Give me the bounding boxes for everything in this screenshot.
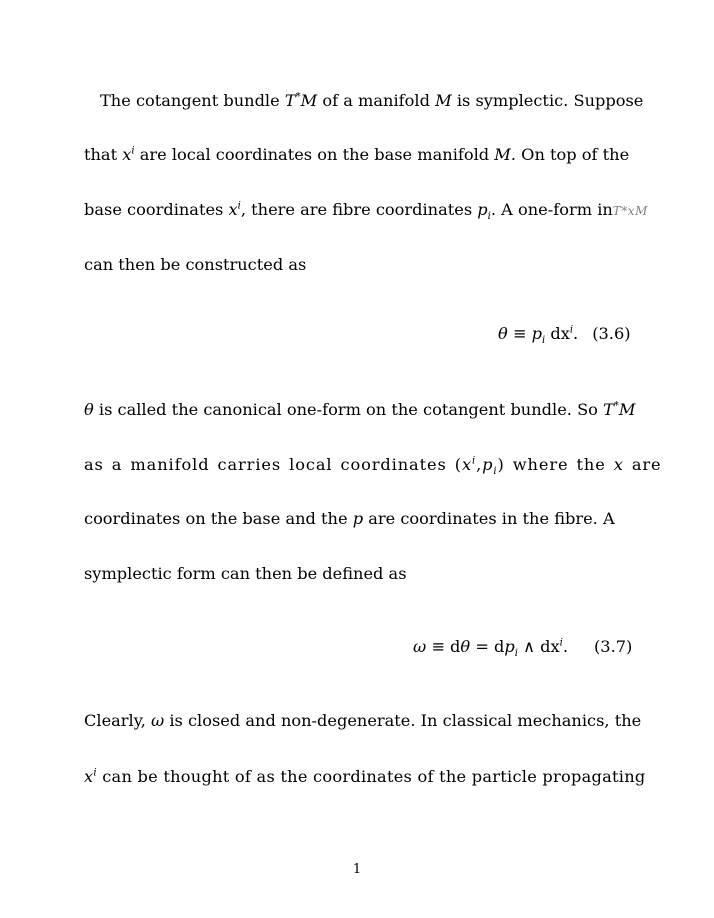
- equation-number: (3.6): [592, 324, 631, 343]
- text: ≡ d: [426, 637, 461, 656]
- math-p: p: [504, 637, 515, 656]
- math-index-i: i: [472, 455, 477, 467]
- paragraph-2-line-4: [84, 564, 626, 584]
- text: is symplectic. Suppose: [451, 91, 644, 110]
- math-p: p: [531, 324, 542, 343]
- math-p: p: [352, 509, 364, 528]
- text: that: [84, 145, 123, 164]
- text: can then be constructed as: [84, 255, 307, 274]
- paragraph-2-line-1: [84, 400, 636, 420]
- paragraph-2-line-2: [84, 455, 662, 478]
- text: of a manifold: [317, 91, 436, 110]
- text: symplectic form can then be defined as: [84, 564, 407, 583]
- math-star: *: [295, 91, 301, 103]
- page-number: 1: [352, 862, 362, 877]
- text: are: [623, 455, 662, 474]
- math-T: T: [284, 91, 296, 110]
- equation-3-7: [413, 637, 633, 660]
- math-theta: θ: [84, 400, 94, 419]
- math-omega: ω: [151, 711, 165, 730]
- math-theta: θ: [498, 324, 508, 343]
- paragraph-1-line-1: [84, 91, 644, 111]
- text: base coordinates: [84, 200, 229, 219]
- text: is called the canonical one-form on the cotangent bundle. So: [93, 400, 604, 419]
- paragraph-1-line-2: [84, 145, 630, 165]
- text: as a manifold carries local coordinates (: [84, 455, 462, 474]
- text: ,: [476, 455, 483, 474]
- math-index-i: i: [514, 648, 518, 660]
- text: ≡: [507, 324, 532, 343]
- text: ) where the: [497, 455, 614, 474]
- math-index-i: i: [93, 767, 97, 779]
- math-theta: θ: [460, 637, 471, 656]
- math-x: x: [461, 455, 472, 474]
- inline-math-image: T*xM: [612, 204, 648, 218]
- text: are coordinates in the fibre. A: [363, 509, 615, 528]
- math-index-i: i: [487, 211, 491, 223]
- math-x: x: [84, 767, 94, 786]
- math-M: M: [300, 91, 318, 110]
- math-x: x: [613, 455, 624, 474]
- paragraph-3-line-1: [84, 711, 642, 731]
- math-x: x: [228, 200, 238, 219]
- text: The cotangent bundle: [100, 91, 285, 110]
- paragraph-2-line-3: [84, 509, 626, 529]
- paragraph-3-line-2: [84, 767, 646, 787]
- math-M: M.: [494, 145, 517, 164]
- math-M: M: [435, 91, 452, 110]
- math-x: x: [122, 145, 132, 164]
- text: On top of the: [516, 145, 630, 164]
- equation-number: (3.7): [593, 637, 633, 656]
- text: Clearly,: [84, 711, 151, 730]
- text: , there are fibre coordinates: [240, 200, 478, 219]
- math-index-i: i: [559, 637, 563, 649]
- equation-3-6: [498, 324, 631, 347]
- text: = d: [470, 637, 505, 656]
- text: coordinates on the base and the: [84, 509, 353, 528]
- math-p: p: [477, 200, 488, 219]
- text: are local coordinates on the base manifold: [134, 145, 495, 164]
- text: . A one-form in: [490, 200, 613, 219]
- math-index-i: i: [541, 335, 546, 347]
- math-T: T: [603, 400, 614, 419]
- math-omega: ω: [413, 637, 427, 656]
- text: can be thought of as the coordinates of the particle propagating: [96, 767, 646, 786]
- math-index-i: i: [131, 145, 135, 157]
- paragraph-1-line-3: [84, 200, 648, 223]
- math-p: p: [482, 455, 494, 474]
- text: .: [573, 324, 579, 343]
- text: is closed and non-degenerate. In classical mechanics, the: [164, 711, 642, 730]
- text: .: [562, 637, 568, 656]
- math-M: M: [618, 400, 636, 419]
- math-index-i: i: [569, 324, 574, 336]
- text: ∧ dx: [517, 637, 560, 656]
- text: dx: [545, 324, 570, 343]
- math-index-i: i: [237, 200, 241, 212]
- math-star: *: [613, 400, 619, 412]
- math-index-i: i: [493, 466, 498, 478]
- paragraph-1-line-4: [84, 255, 626, 275]
